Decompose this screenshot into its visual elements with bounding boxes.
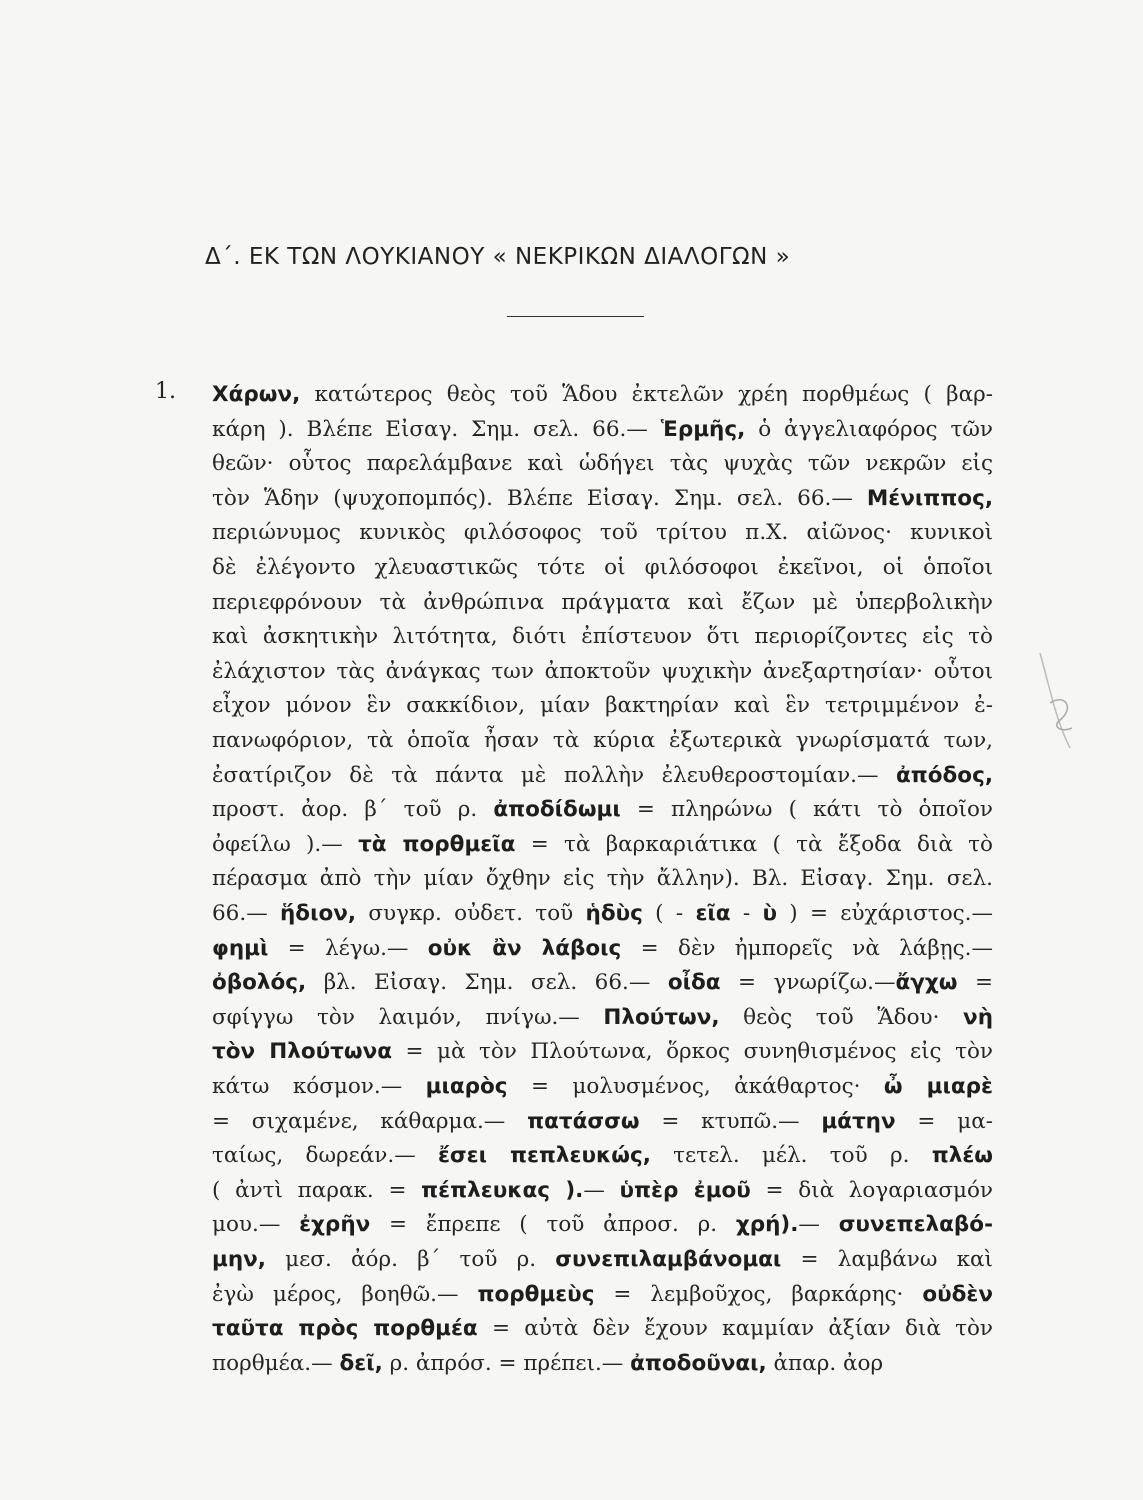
text-run: πορθμέα.— <box>212 1350 340 1376</box>
text-run: = <box>957 970 993 996</box>
text-run: σφίγγω τὸν λαιμόν, πνίγω.— <box>212 1004 604 1030</box>
text-line <box>212 1314 993 1344</box>
bold-term: συνεπελαβό- <box>838 1212 993 1238</box>
text-line <box>212 1349 993 1379</box>
text-line <box>212 1037 993 1067</box>
section-heading: Δ΄. ΕΚ ΤΩΝ ΛΟΥΚΙΑΝΟΥ « ΝΕΚΡΙΚΩΝ ΔΙΑΛΟΓΩΝ » <box>205 244 791 270</box>
text-line <box>212 553 993 583</box>
text-run: κατώτερος θεὸς τοῦ Ἅδου ἐκτελῶν χρέη πορθμέως ( βαρ- <box>300 382 993 407</box>
bold-term: Χάρων, <box>212 382 301 407</box>
bold-term: τὸν Πλούτωνα <box>212 1039 392 1065</box>
text-run: = λαμβάνω καὶ <box>781 1247 993 1272</box>
text-run: = διὰ λογαριασμόν <box>750 1177 993 1203</box>
text-line <box>212 380 993 410</box>
bold-term: δεῖ, <box>339 1350 383 1376</box>
text-line <box>212 1003 993 1033</box>
text-line <box>212 1280 993 1310</box>
bold-term: φημὶ <box>212 935 269 961</box>
bold-term: οἶδα <box>667 970 721 996</box>
text-line <box>212 934 993 964</box>
text-run: ὁ ἀγγελιαφόρος τῶν <box>745 416 994 442</box>
bold-term: ὀβολός, <box>212 970 307 996</box>
text-run: βλ. Εἰσαγ. Σημ. σελ. 66.— <box>306 970 668 996</box>
bold-term: Ἑρμῆς, <box>660 416 746 442</box>
text-line <box>212 588 993 618</box>
text-line <box>212 518 993 548</box>
bold-term: μην, <box>212 1247 266 1272</box>
text-run: κάρη ). Βλέπε Εἰσαγ. Σημ. σελ. 66.— <box>212 416 661 442</box>
text-line <box>212 1141 993 1171</box>
text-run: = σιχαμένε, κάθαρμα.— <box>212 1108 528 1134</box>
text-line <box>212 1176 993 1206</box>
heading-divider <box>507 316 644 317</box>
text-line <box>212 968 993 998</box>
text-run: = μολυσμένος, ἀκάθαρτος· <box>507 1074 884 1099</box>
text-run: θεὸς τοῦ Ἅδου· <box>719 1004 964 1030</box>
text-run: = ἔπρεπε ( τοῦ ἀπροσ. ρ. <box>370 1212 736 1238</box>
text-run: = μὰ τὸν Πλούτωνα, ὅρκος συνηθισμένος εἰς τὸν <box>392 1039 993 1065</box>
text-run: 66.— <box>212 901 280 926</box>
text-line <box>212 795 993 825</box>
text-run: ἐλάχιστον τὰς ἀνάγκας των ἀποκτοῦν ψυχικὴν ἀνεξαρτησίαν· οὗτοι <box>212 658 993 684</box>
bold-term: χρή). <box>735 1212 799 1238</box>
text-run: ἐσατίριζον δὲ τὰ πάντα μὲ πολλὴν ἐλευθεροστομίαν.— <box>212 762 896 788</box>
text-run: ( - <box>642 901 696 926</box>
text-line <box>212 691 993 721</box>
bold-term: ἥδιον, <box>280 901 357 926</box>
text-run: = λέγω.— <box>268 935 428 961</box>
text-run: πανωφόριον, τὰ ὁποῖα ἦσαν τὰ κύρια ἐξωτερικὰ γνωρίσματά των, <box>212 728 993 753</box>
bold-term: ὺ <box>762 901 777 926</box>
bold-term: συνεπιλαμβάνομαι <box>555 1247 782 1272</box>
text-run: μου.— <box>212 1212 300 1238</box>
bold-term: ἀποδίδωμι <box>493 797 621 823</box>
text-line <box>212 657 993 687</box>
text-run: μεσ. ἀόρ. β΄ τοῦ ρ. <box>265 1247 556 1272</box>
text-run: = δὲν ἠμπορεῖς νὰ λάβῃς.— <box>621 935 994 961</box>
text-run: — <box>798 1212 839 1238</box>
text-run: ἐγὼ μέρος, βοηθῶ.— <box>212 1281 478 1307</box>
text-run: - <box>730 901 763 926</box>
bold-term: ἀποδοῦναι, <box>630 1350 767 1376</box>
bold-term: Πλούτων, <box>603 1004 720 1030</box>
text-line <box>212 1210 993 1240</box>
bold-term: τὰ πορθμεῖα <box>358 831 516 857</box>
bold-term: ἀπόδος, <box>895 762 993 788</box>
text-run: περιώνυμος κυνικὸς φιλόσοφος τοῦ τρίτου π.Χ. αἰῶνος· κυνικοὶ <box>212 520 993 546</box>
text-line <box>212 1245 993 1275</box>
text-line <box>212 484 993 514</box>
bold-term: πορθμεὺς <box>477 1281 595 1307</box>
text-line <box>212 1107 993 1137</box>
text-run: = αὐτὰ δὲν ἔχουν καμμίαν ἀξίαν διὰ τὸν <box>477 1316 993 1342</box>
text-line <box>212 1072 993 1102</box>
text-line <box>212 830 993 860</box>
text-line <box>212 864 993 894</box>
text-run: εἶχον μόνον ἓν σακκίδιον, μίαν βακτηρίαν καὶ ἓν τετριμμένον ἐ- <box>212 693 993 719</box>
text-line <box>212 622 993 652</box>
text-run: ρ. ἀπρόσ. = πρέπει.— <box>382 1350 631 1376</box>
bold-term: Μένιππος, <box>866 485 993 511</box>
text-run: ταίως, δωρεάν.— <box>212 1143 438 1169</box>
text-run: = πληρώνω ( κάτι τὸ ὁποῖον <box>620 797 993 823</box>
text-run: = μα- <box>895 1108 993 1134</box>
bold-term: οὐκ ἂν λάβοις <box>427 935 622 961</box>
item-number: 1. <box>155 379 176 404</box>
bold-term: ὦ μιαρὲ <box>883 1074 994 1099</box>
text-run: ( ἀντὶ παρακ. = <box>212 1177 422 1203</box>
bold-term: οὐδὲν <box>922 1281 993 1307</box>
text-run: ) = εὐχάριστος.— <box>776 901 994 926</box>
text-run: κάτω κόσμον.— <box>212 1074 426 1099</box>
bold-term: πλέω <box>931 1143 993 1169</box>
bold-term: ἔσει πεπλευκώς, <box>437 1143 651 1169</box>
bold-term: ἄγχω <box>895 970 958 996</box>
text-run: ἀπαρ. ἀορ <box>766 1350 884 1376</box>
text-line <box>212 726 993 756</box>
bold-term: ἐχρῆν <box>299 1212 371 1238</box>
text-run: θεῶν· οὗτος παρελάμβανε καὶ ὡδήγει τὰς ψυχὰς τῶν νεκρῶν εἰς <box>212 451 993 477</box>
text-line <box>212 899 993 929</box>
text-run: = κτυπῶ.— <box>639 1108 822 1134</box>
text-run: περιεφρόνουν τὰ ἀνθρώπινα πράγματα καὶ ἔζων μὲ ὑπερβολικὴν <box>212 589 993 615</box>
text-line <box>212 761 993 791</box>
text-run: δὲ ἐλέγοντο χλευαστικῶς τότε οἱ φιλόσοφοι ἐκεῖνοι, οἱ ὁποῖοι <box>212 555 993 580</box>
text-run: καὶ ἀσκητικὴν λιτότητα, διότι ἐπίστευον ὅτι περιορίζοντες εἰς τὸ <box>212 624 993 650</box>
text-run: πέρασμα ἀπὸ τὴν μίαν ὄχθην εἰς τὴν ἄλλην). Βλ. Εἰσαγ. Σημ. σελ. <box>212 866 993 892</box>
text-run: τετελ. μέλ. τοῦ ρ. <box>650 1143 932 1169</box>
bold-term: ὑπὲρ ἐμοῦ <box>619 1177 751 1203</box>
bold-term: πέπλευκας ). <box>421 1177 584 1203</box>
pencil-mark-icon <box>1030 648 1090 758</box>
text-run: — <box>583 1177 620 1203</box>
text-run: ὀφείλω ).— <box>212 831 359 857</box>
bold-term: ταῦτα πρὸς πορθμέα <box>212 1316 478 1342</box>
bold-term: μιαρὸς <box>425 1074 508 1099</box>
text-run: = γνωρίζω.— <box>720 970 896 996</box>
text-run: = τὰ βαρκαριάτικα ( τὰ ἔξοδα διὰ τὸ <box>515 831 993 857</box>
text-run: συγκρ. οὐδετ. τοῦ <box>356 901 586 926</box>
bold-term: εῖα <box>695 901 731 926</box>
bold-term: μάτην <box>821 1108 896 1134</box>
bold-term: νὴ <box>963 1004 993 1030</box>
text-run: = λεμβοῦχος, βαρκάρης· <box>594 1281 923 1307</box>
text-run: προστ. ἀορ. β΄ τοῦ ρ. <box>212 797 494 823</box>
text-line <box>212 415 993 445</box>
text-run: τὸν Ἅδην (ψυχοπομπός). Βλέπε Εἰσαγ. Σημ. σελ. 66.— <box>212 485 867 511</box>
text-line <box>212 449 993 479</box>
bold-term: ἡδὺς <box>585 901 643 926</box>
bold-term: πατάσσω <box>527 1108 640 1134</box>
